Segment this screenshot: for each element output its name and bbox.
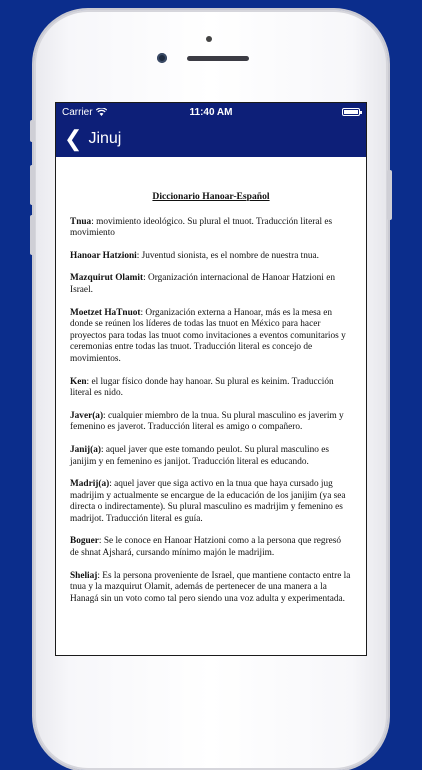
dictionary-entry [70,217,352,240]
navigation-bar [56,121,366,157]
status-left [62,107,142,118]
battery-icon [342,108,360,116]
entry-definition: : movimiento ideológico. Su plural el tnuot. Traducción literal es movimiento [70,216,333,239]
dictionary-entry [70,251,352,263]
document-title: Diccionario Hanoar-Español [152,191,270,202]
earpiece-speaker [187,56,249,61]
entry-definition: : Organización internacional de Hanoar Hatzioni en Israel. [70,273,335,295]
wifi-icon [96,108,107,116]
entry-definition: : Es la persona proveniente de Israel, que mantiene contacto entre la tnua y la mazquirut Olamit, además de pertenecer de una manera a la Hanagá sin un voto como tal pero siendo una voz adulta y experimentada. [70,570,351,604]
dictionary-entry [70,273,352,296]
entry-definition: : cualquier miembro de la tnua. Su plural masculino es javerim y femenino es javerot. Traducción literal es amigo o compañero. [70,410,344,433]
entry-term: Madrij(a) [70,479,110,490]
entry-definition: : el lugar físico donde hay hanoar. Su plural es keinim. Traducción literal es nido. [70,376,334,399]
mute-switch [30,120,35,142]
back-button[interactable] [64,128,121,150]
carrier-label: Carrier [62,106,93,118]
entry-term: Tnua [70,216,92,227]
dictionary-entry [70,377,352,400]
dictionary-entries [70,217,352,606]
chevron-left-icon: ❮ [64,126,83,151]
status-right [280,108,360,116]
dictionary-entry [70,445,352,468]
dictionary-entry [70,571,352,606]
back-button-label: Jinuj [88,130,122,147]
front-camera-icon [157,53,167,63]
status-bar [56,103,366,121]
entry-definition: : aquel javer que siga activo en la tnua que haya cursado jug madrijim y actualmente se encargue de la educación de los janijim (ya sea directa o indirectamente). Su plural masculino es madrijim y femenino es madrijot. Traducción literal es guía. [70,479,346,524]
document-content[interactable] [56,157,366,605]
entry-term: Ken [70,376,87,387]
device-screen [56,103,366,655]
entry-definition: : aquel javer que este tomando peulot. Su plural masculino es janijim y en femenino es janijot. Traducción literal es educando. [70,444,329,467]
dictionary-entry [70,536,352,559]
entry-term: Sheliaj [70,570,98,581]
volume-up-button [30,165,35,205]
entry-definition: : Organización externa a Hanoar, más es la mesa en donde se reúnen los líderes de todas las tnuot en México para hacer proyectos para todas las tnuot como invitaciones a eventos comunitarios y ceremonias entre todas las tnuot. Traducción literal es concejo de movimientos. [70,307,346,364]
entry-term: Moetzet HaTnuot [70,307,141,318]
entry-term: Boguer [70,536,99,547]
entry-term: Hanoar Hatzioni [70,250,137,261]
power-button [387,170,392,220]
entry-term: Javer(a) [70,410,104,421]
dictionary-entry [70,308,352,366]
dictionary-entry [70,411,352,434]
entry-term: Janij(a) [70,444,101,455]
proximity-sensor [206,36,212,42]
volume-down-button [30,215,35,255]
dictionary-entry [70,479,352,525]
entry-definition: : Juventud sionista, es el nombre de nuestra tnua. [136,250,320,261]
status-time: 11:40 AM [189,106,233,118]
entry-term: Mazquirut Olamit [70,273,144,284]
entry-definition: : Se le conoce en Hanoar Hatzioni como a la persona que regresó de shnat Ajshará, cursando mínimo majón le madrijim. [70,536,342,559]
